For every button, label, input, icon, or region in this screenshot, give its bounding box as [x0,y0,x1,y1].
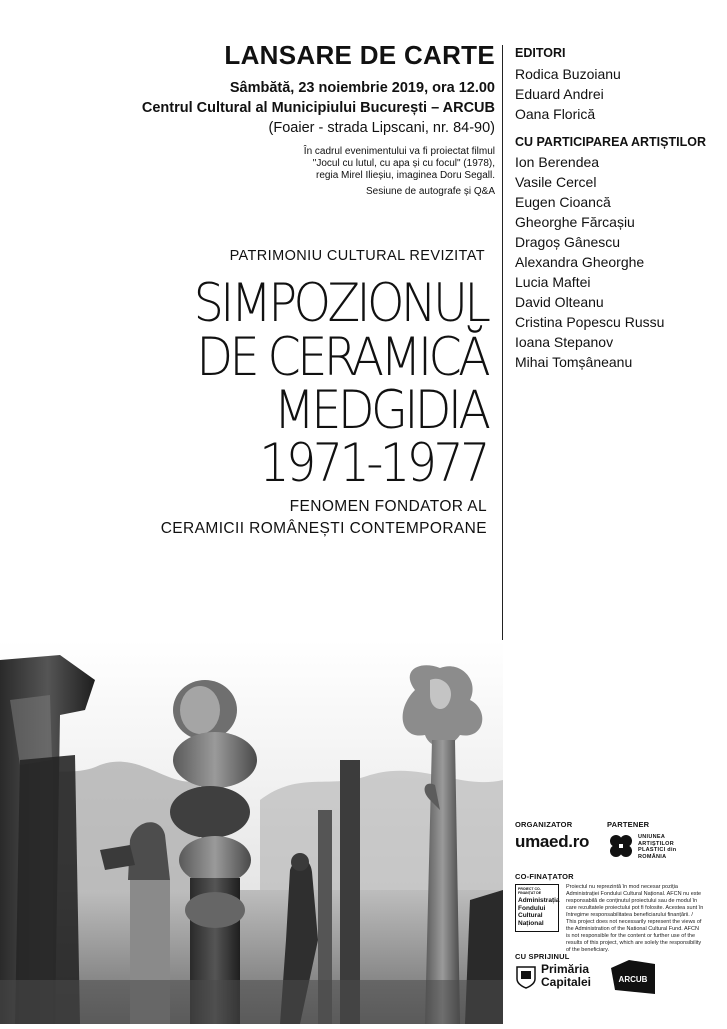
editor-name: Oana Florică [515,106,596,122]
artist-name: Alexandra Gheorghe [515,254,645,270]
note-line-2: "Jocul cu lutul, cu apa și cu focul" (1978), [312,158,495,169]
artist-name: Gheorghe Fărcașiu [515,214,635,230]
arcub-text: ARCUB [618,975,648,984]
pmb-logo-text [541,963,591,989]
note-line-3: regia Mirel Ilieșiu, imaginea Doru Segall. [316,170,495,181]
artists-heading: CU PARTICIPAREA ARTIȘTILOR [515,135,706,149]
afcn-caption: PROIECT CO-FINANȚAT DE [518,887,542,895]
book-title-line-2: DE CERAMICĂ [196,327,487,388]
artist-name: Ion Berendea [515,154,600,170]
artist-name: David Olteanu [515,294,604,310]
artist-name: Eugen Cioancă [515,194,611,210]
series-title: PATRIMONIU CULTURAL REVIZITAT [229,248,485,264]
artist-name: Vasile Cercel [515,174,597,190]
afcn-name: Administrația Fondului Cultural Național [518,897,560,927]
pmb-line-1: Primăria [541,962,590,976]
book-title-line-1: SIMPOZIONUL [193,273,487,334]
book-title-line-3: MEDGIDIA [273,380,487,441]
arcub-logo-icon [611,960,655,994]
editor-name: Eduard Andrei [515,86,604,102]
support-label: CU SPRIJINUL [515,952,570,961]
subtitle-line-2: CERAMICII ROMÂNEȘTI CONTEMPORANE [160,520,487,537]
cofinancer-label: CO-FINAȚATOR [515,872,574,881]
artist-name: Mihai Tomșâneanu [515,354,633,370]
note-line-1: În cadrul evenimentului va fi proiectat filmul [303,146,495,157]
organizer-label: ORGANIZATOR [515,820,573,829]
artist-name: Ioana Stepanov [515,334,614,350]
event-title: LANSARE DE CARTE [224,40,495,70]
editor-name: Rodica Buzoianu [515,66,621,82]
artist-name: Dragoș Gânescu [515,234,621,250]
uap-logo-icon [607,832,635,860]
organizer-logo: umaed.ro [515,832,590,851]
artist-name: Lucia Maftei [515,274,591,290]
artist-name: Cristina Popescu Russu [515,314,665,330]
afcn-disclaimer: Proiectul nu reprezintă în mod necesar poziția Administrației Fondului Cultural Național. AFCN nu este responsabilă de conținutul proiectului sau de modul în care rezultatele proiectului pot fi folosite. Acestea sunt în întregime responsabilitatea beneficiarului finanțării. / This project does not necessarily represent the views of the Administration of the National Cultural Fund. AFCN is not responsible for the content or further use of the results of this project, which are solely the responsibility of the beneficiary. [566,884,704,953]
event-date: Sâmbătă, 23 noiembrie 2019, ora 12.00 [229,80,495,96]
book-title-line-4: 1971-1977 [259,433,487,494]
pmb-line-2: Capitalei [541,975,592,989]
partner-name: UNIUNEA ARTIȘTILOR PLASTICI din ROMÂNIA [638,834,677,860]
note-line-4: Sesiune de autografe și Q&A [366,186,495,197]
partner-label: PARTENER [607,820,650,829]
subtitle-line-1: FENOMEN FONDATOR AL [289,498,487,515]
sculpture-photo [0,640,503,1024]
pmb-crest-icon [515,965,537,989]
editors-heading: EDITORI [515,46,566,60]
afcn-logo [515,884,559,932]
event-venue: Centrul Cultural al Municipiului București – ARCUB [141,100,495,116]
event-address: (Foaier - strada Lipscani, nr. 84-90) [268,120,495,136]
